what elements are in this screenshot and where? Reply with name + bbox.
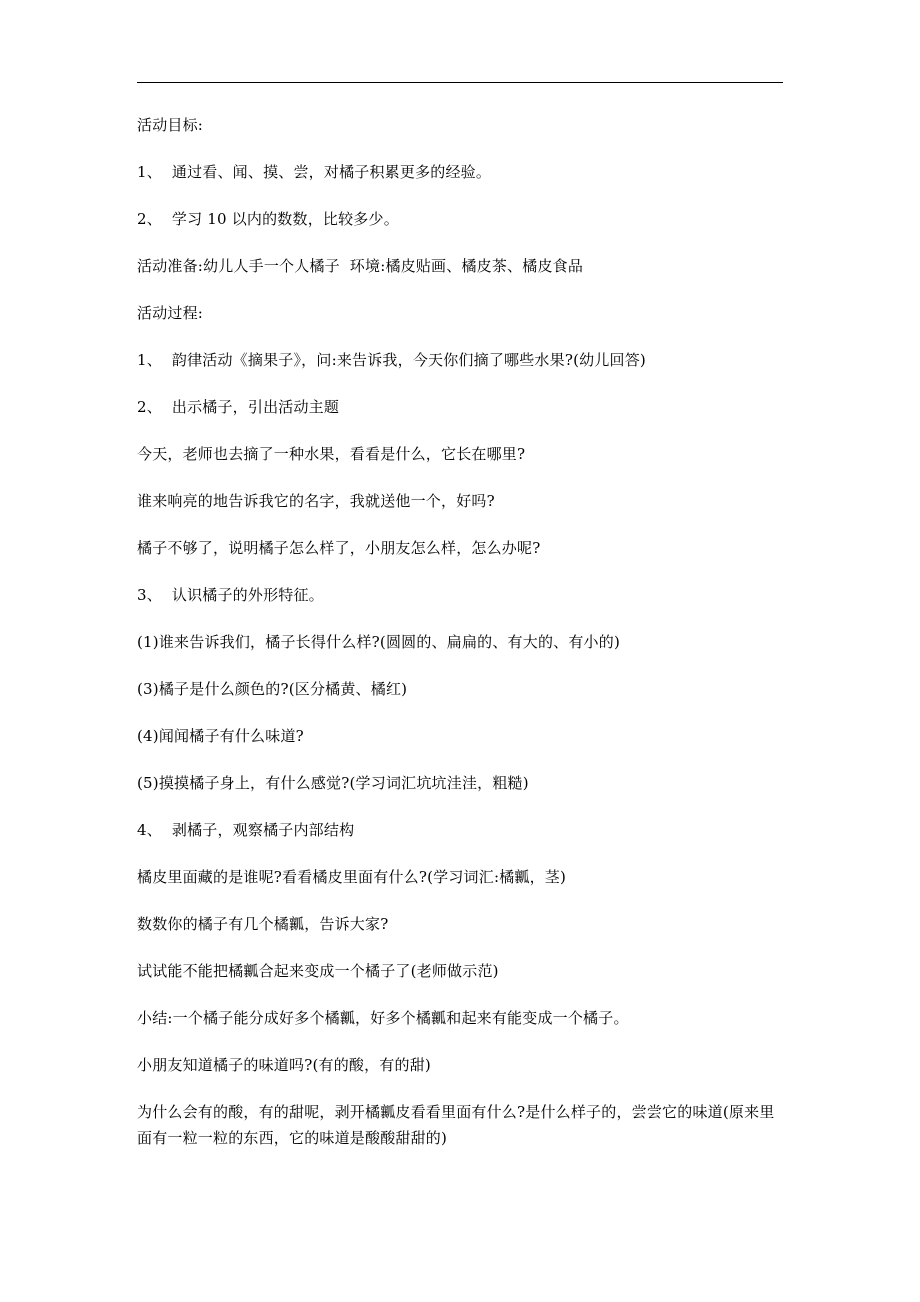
paragraph: 橘皮里面藏的是谁呢?看看橘皮里面有什么?(学习词汇:橘瓤，茎): [137, 868, 567, 886]
paragraph: 谁来响亮的地告诉我它的名字，我就送他一个，好吗?: [137, 492, 495, 510]
paragraph-step-3: 3、 认识橘子的外形特征。: [137, 586, 324, 604]
paragraph-summary: 小结:一个橘子能分成好多个橘瓤，好多个橘瓤和起来有能变成一个橘子。: [137, 1009, 629, 1027]
section-heading-goals: 活动目标:: [137, 116, 204, 134]
paragraph-preparation: 活动准备:幼儿人手一个人橘子 环境:橘皮贴画、橘皮茶、橘皮食品: [137, 257, 584, 275]
paragraph: 今天，老师也去摘了一种水果，看看是什么，它长在哪里?: [137, 445, 526, 463]
paragraph-step-1: 1、 韵律活动《摘果子》，问:来告诉我，今天你们摘了哪些水果?(幼儿回答): [137, 351, 646, 369]
paragraph-step-4: 4、 剥橘子，观察橘子内部结构: [137, 821, 355, 839]
paragraph-step-2: 2、 出示橘子，引出活动主题: [137, 398, 340, 416]
paragraph: 数数你的橘子有几个橘瓤，告诉大家?: [137, 915, 389, 933]
paragraph: 橘子不够了，说明橘子怎么样了，小朋友怎么样，怎么办呢?: [137, 539, 541, 557]
header-rule: [137, 82, 783, 83]
paragraph-goal-1: 1、 通过看、闻、摸、尝，对橘子积累更多的经验。: [137, 163, 492, 181]
paragraph: 小朋友知道橘子的味道吗?(有的酸，有的甜): [137, 1056, 431, 1074]
paragraph-goal-2: 2、 学习 10 以内的数数，比较多少。: [137, 210, 399, 228]
paragraph: 为什么会有的酸，有的甜呢，剥开橘瓤皮看看里面有什么?是什么样子的，尝尝它的味道(原来里面有一粒一粒的东西，它的味道是酸酸甜甜的): [137, 1103, 775, 1147]
paragraph: (1)谁来告诉我们，橘子长得什么样?(圆圆的、扁扁的、有大的、有小的): [137, 633, 620, 651]
paragraph: 试试能不能把橘瓤合起来变成一个橘子了(老师做示范): [137, 962, 499, 980]
paragraph: (4)闻闻橘子有什么味道?: [137, 727, 304, 745]
paragraph: (5)摸摸橘子身上，有什么感觉?(学习词汇坑坑洼洼，粗糙): [137, 774, 529, 792]
paragraph: (3)橘子是什么颜色的?(区分橘黄、橘红): [137, 680, 408, 698]
document-body: [137, 112, 787, 1172]
section-heading-process: 活动过程:: [137, 304, 204, 322]
